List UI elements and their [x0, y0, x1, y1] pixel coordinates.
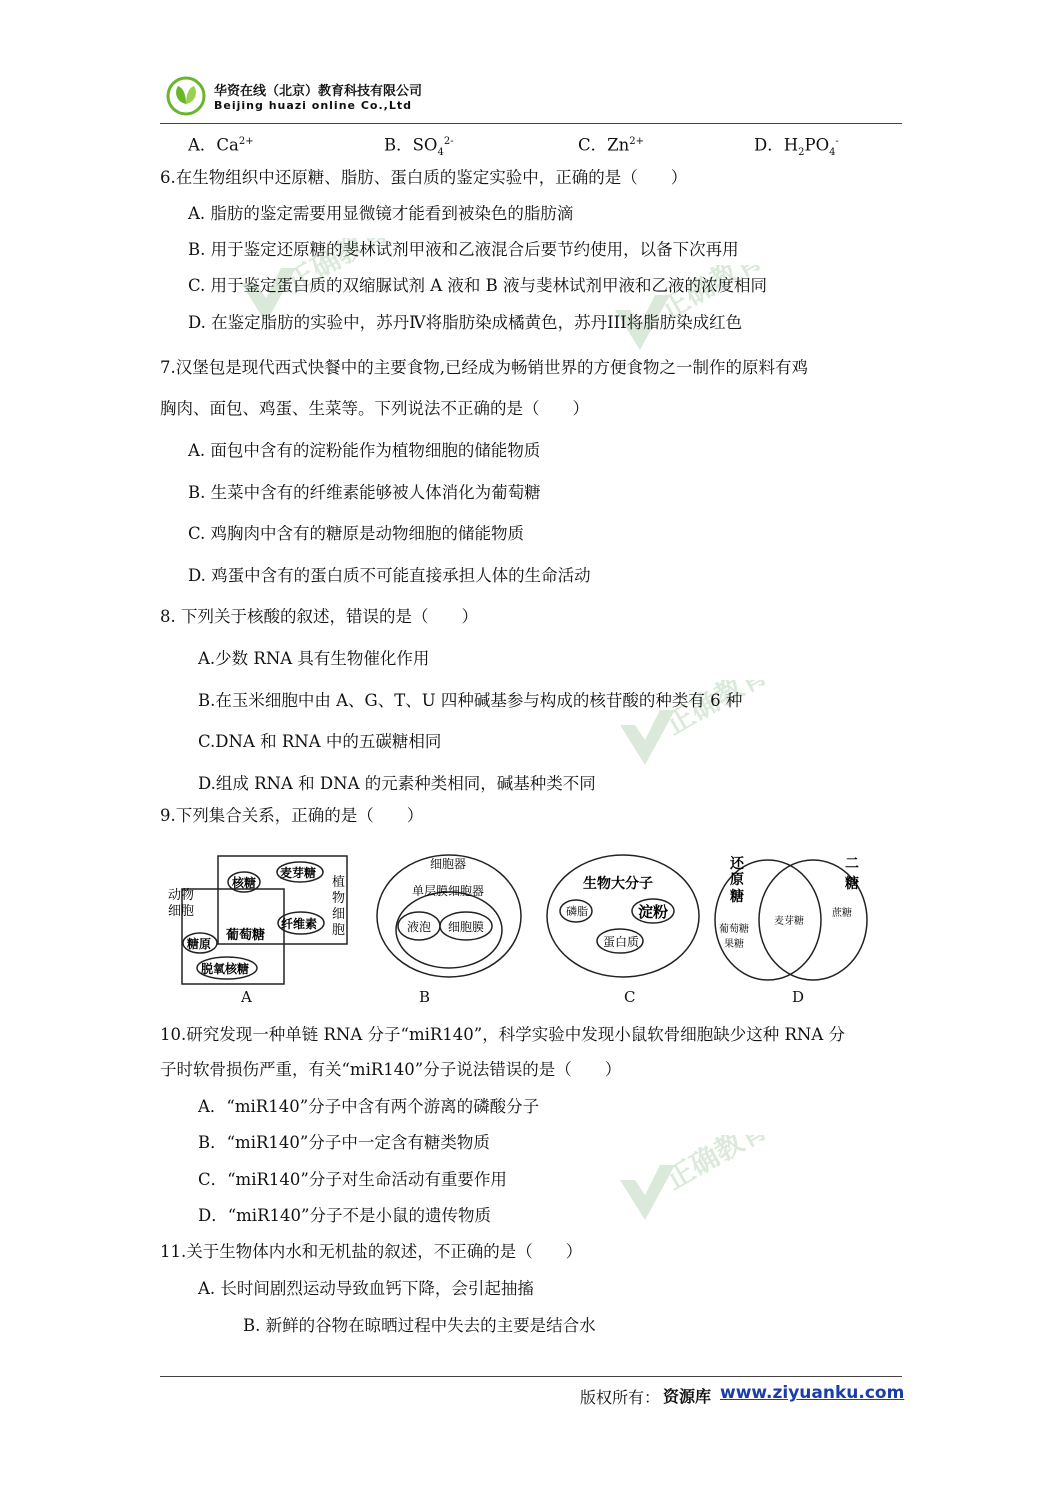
macromolecule-label: 生物大分子 — [583, 876, 653, 892]
q5-option-d: D．$H_2PO_4^-$ — [754, 135, 839, 158]
diagram-a-label: A — [241, 988, 252, 1006]
company-name-en: Beijing huazi online Co.,Ltd — [214, 99, 412, 112]
cellulose-node: 纤维素 — [281, 917, 318, 931]
q11-stem: 11.关于生物体内水和无机盐的叙述，不正确的是（ ） — [160, 1242, 583, 1261]
protein-node: 蛋白质 — [603, 935, 640, 949]
diagram-d-label: D — [792, 988, 805, 1006]
set-diagram-a — [164, 852, 354, 1012]
q8-option-c: C.DNA 和 RNA 中的五碳糖相同 — [198, 732, 442, 751]
q6-option-b: B. 用于鉴定还原糖的斐林试剂甲液和乙液混合后要节约使用，以备下次再用 — [188, 240, 739, 259]
q6-option-d: D. 在鉴定脂肪的实验中，苏丹Ⅳ将脂肪染成橘黄色，苏丹III将脂肪染成红色 — [188, 313, 743, 332]
diagram-c-label: C — [624, 988, 636, 1006]
watermark-text: 正确教育 — [660, 1135, 765, 1197]
q7-option-b: B. 生菜中含有的纤维素能够被人体消化为葡萄糖 — [188, 483, 541, 502]
q9-stem: 9.下列集合关系，正确的是（ ） — [160, 806, 424, 825]
q7-stem-line1: 7.汉堡包是现代西式快餐中的主要食物,已经成为畅销世界的方便食物之一制作的原料有鸡 — [160, 358, 808, 377]
disaccharide-label: 二 — [845, 856, 859, 872]
q10-option-c: C．“miR140”分子对生命活动有重要作用 — [198, 1170, 507, 1189]
disaccharide-label: 糖 — [845, 876, 859, 892]
organelle-label: 细胞器 — [430, 857, 467, 871]
watermark-text: 正确教育 — [655, 265, 760, 327]
fructose-node: 果糖 — [724, 939, 744, 950]
q10-option-d: D．“miR140”分子不是小鼠的遗传物质 — [198, 1206, 491, 1225]
glucose-node: 葡萄糖 — [719, 924, 749, 935]
maltose-node: 麦芽糖 — [774, 916, 804, 927]
q5-option-c: C．$Zn^{2+}$ — [578, 135, 644, 155]
footer-rule — [160, 1376, 902, 1377]
plant-cell-label: 细 — [332, 907, 346, 922]
q8-option-b: B.在玉米细胞中由 A、G、T、U 四种碱基参与构成的核苷酸的种类有 6 种 — [198, 691, 743, 710]
q8-option-a: A.少数 RNA 具有生物催化作用 — [198, 649, 430, 668]
q10-stem-line1: 10.研究发现一种单链 RNA 分子“miR140”，科学实验中发现小鼠软骨细胞缺少这种 RNA 分 — [160, 1025, 845, 1044]
reducing-sugar-label: 还 — [730, 856, 744, 872]
q8-option-d: D.组成 RNA 和 DNA 的元素种类相同，碱基种类不同 — [198, 774, 596, 793]
plant-cell-label: 胞 — [332, 923, 346, 938]
cell-membrane-node: 细胞膜 — [448, 920, 485, 934]
vacuole-node: 液泡 — [407, 920, 432, 934]
watermark-text: 正确教育 — [660, 680, 765, 742]
site-url-link[interactable]: www.ziyuanku.com — [720, 1383, 905, 1403]
header-rule — [160, 123, 902, 124]
q6-stem: 6.在生物组织中还原糖、脂肪、蛋白质的鉴定实验中，正确的是（ ） — [160, 168, 688, 187]
site-name: 资源库 — [663, 1387, 712, 1406]
q10-option-b: B．“miR140”分子中一定含有糖类物质 — [198, 1133, 490, 1152]
q5-option-a: A．$Ca^{2+}$ — [188, 135, 254, 155]
maltose-node: 麦芽糖 — [280, 866, 317, 880]
plant-cell-label: 植 — [332, 875, 346, 890]
sucrose-node: 蔗糖 — [832, 908, 852, 919]
animal-cell-label: 细胞 — [168, 904, 195, 919]
q7-option-a: A. 面包中含有的淀粉能作为植物细胞的储能物质 — [188, 441, 541, 460]
reducing-sugar-label: 糖 — [730, 889, 744, 905]
company-name-cn: 华资在线（北京）教育科技有限公司 — [214, 84, 423, 99]
q6-option-a: A. 脂肪的鉴定需要用显微镜才能看到被染色的脂肪滴 — [188, 204, 574, 223]
q11-option-b: B. 新鲜的谷物在晾晒过程中失去的主要是结合水 — [243, 1316, 596, 1335]
starch-node: 淀粉 — [638, 903, 669, 921]
q10-stem-line2: 子时软骨损伤严重，有关“miR140”分子说法错误的是（ ） — [160, 1060, 622, 1079]
set-diagram-b — [374, 850, 526, 982]
copyright-label: 版权所有： — [580, 1388, 661, 1407]
q11-option-a: A. 长时间剧烈运动导致血钙下降，会引起抽搐 — [198, 1279, 534, 1298]
company-logo — [166, 76, 206, 116]
set-diagram-c — [543, 850, 703, 982]
glycogen-node: 糖原 — [187, 937, 212, 951]
q7-stem-line2: 胸肉、面包、鸡蛋、生菜等。下列说法不正确的是（ ） — [160, 399, 589, 418]
q10-option-a: A．“miR140”分子中含有两个游离的磷酸分子 — [198, 1097, 540, 1116]
q6-option-c: C. 用于鉴定蛋白质的双缩脲试剂 A 液和 B 液与斐林试剂甲液和乙液的浓度相同 — [188, 276, 768, 295]
watermark-text: 正确教育 — [281, 238, 386, 300]
phospholipid-node: 磷脂 — [566, 905, 588, 918]
q8-stem: 8. 下列关于核酸的叙述，错误的是（ ） — [160, 607, 478, 626]
glucose-node: 葡萄糖 — [226, 928, 266, 943]
animal-cell-label: 动物 — [168, 888, 195, 903]
plant-cell-label: 物 — [332, 891, 346, 906]
diagram-b-label: B — [419, 988, 431, 1006]
set-diagram-d — [712, 850, 874, 982]
watermark — [615, 1135, 765, 1239]
ribose-node: 核糖 — [232, 876, 257, 890]
q7-option-d: D. 鸡蛋中含有的蛋白质不可能直接承担人体的生命活动 — [188, 566, 591, 585]
deoxyribose-node: 脱氧核糖 — [201, 962, 250, 976]
q5-option-b: B．$SO_4^{2-}$ — [384, 135, 454, 158]
q7-option-c: C. 鸡胸肉中含有的糖原是动物细胞的储能物质 — [188, 524, 525, 543]
single-membrane-label: 单层膜细胞器 — [412, 884, 485, 898]
reducing-sugar-label: 原 — [730, 872, 744, 888]
